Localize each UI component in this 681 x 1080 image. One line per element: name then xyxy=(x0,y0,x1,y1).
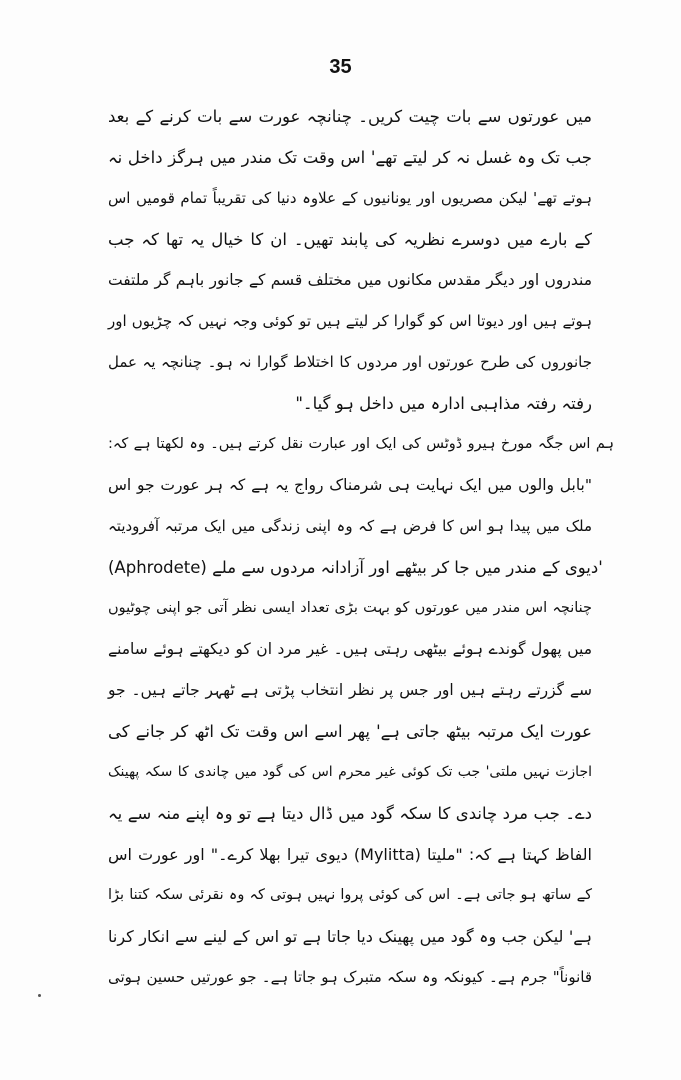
text-line: ہے' لیکن جب وہ گود میں پھینک دیا جاتا ہے تو اس کے لینے سے انکار کرنا xyxy=(108,927,592,946)
text-line: میں پھول گوندے ہوئے بیٹھی رہتی ہیں۔ غیر مرد ان کو دیکھتے ہوئے سامنے xyxy=(108,640,592,658)
text-line: چنانچہ اس مندر میں عورتوں کو بہت بڑی تعداد ایسی نظر آتی جو اپنی چوٹیوں xyxy=(108,600,592,616)
scan-speck xyxy=(38,994,41,997)
text-line: "بابل والوں میں ایک نہایت ہی شرمناک رواج یہ ہے کہ ہر عورت جو اس xyxy=(108,476,592,494)
text-line: عورت ایک مرتبہ بیٹھ جاتی ہے' پھر اسے اس وقت تک اٹھ کر جانے کی xyxy=(108,722,592,741)
text-line: الفاظ کہتا ہے کہ: "ملیتا (Mylitta) دیوی تیرا بھلا کرے۔" اور عورت اس xyxy=(108,845,593,864)
text-line: (Aphrodete) دیوی کے مندر میں جا کر بیٹھے اور آزادانہ مردوں سے ملے' xyxy=(108,558,603,577)
page-number: 35 xyxy=(329,56,352,78)
text-line: ملک میں پیدا ہو اس کا فرض ہے کہ وہ اپنی زندگی میں ایک مرتبہ آفرودیتہ xyxy=(108,517,592,535)
text-line: کے بارے میں دوسرے نظریہ کی پابند تھیں۔ ان کا خیال یہ تھا کہ جب xyxy=(108,230,592,249)
text-line: میں عورتوں سے بات چیت کریں۔ چنانچہ عورت سے بات کرنے کے بعد xyxy=(108,107,592,126)
text-line: جانوروں کی طرح عورتوں اور مردوں کا اختلاط گوارا نہ ہو۔ چنانچہ یہ عمل xyxy=(108,353,592,371)
text-line: ہوتے تھے' لیکن مصریوں اور یونانیوں کے علاوہ دنیا کی تقریباً تمام قومیں اس xyxy=(108,189,592,207)
text-line: اجازت نہیں ملتی' جب تک کوئی غیر محرم اس کی گود میں چاندی کا سکہ پھینک xyxy=(108,764,592,780)
text-line: رفتہ رفتہ مذاہبی ادارہ میں داخل ہو گیا۔" xyxy=(295,394,592,413)
text-line: دے۔ جب مرد چاندی کا سکہ گود میں ڈال دیتا ہے تو وہ اپنے منہ سے یہ xyxy=(108,804,592,823)
text-line: سے گزرتے رہتے ہیں اور جس پر نظر انتخاب پڑتی ہے ٹھہر جاتے ہیں۔ جو xyxy=(108,681,592,699)
text-line: جب تک وہ غسل نہ کر لیتے تھے' اس وقت تک مندر میں ہرگز داخل نہ xyxy=(108,148,592,167)
text-line: مندروں اور دیگر مقدس مکانوں میں مختلف قسم کے جانور باہم گر ملتفت xyxy=(108,271,592,289)
text-line: ہوتے ہیں اور دیوتا اس کو گوارا کر لیتے ہیں تو کوئی وجہ نہیں کہ چڑیوں اور xyxy=(108,312,592,330)
text-line: ہم اس جگہ مورخ ہیرو ڈوٹس کی ایک اور عبارت نقل کرتے ہیں۔ وہ لکھتا ہے کہ: xyxy=(108,436,614,452)
text-line: کے ساتھ ہو جاتی ہے۔ اس کی کوئی پروا نہیں ہوتی کہ وہ نقرئی سکہ کتنا بڑا xyxy=(108,887,592,903)
body-text xyxy=(108,96,614,998)
text-line: قانوناً" جرم ہے۔ کیونکہ وہ سکہ متبرک ہو جاتا ہے۔ جو عورتیں حسین ہوتی xyxy=(108,968,592,986)
